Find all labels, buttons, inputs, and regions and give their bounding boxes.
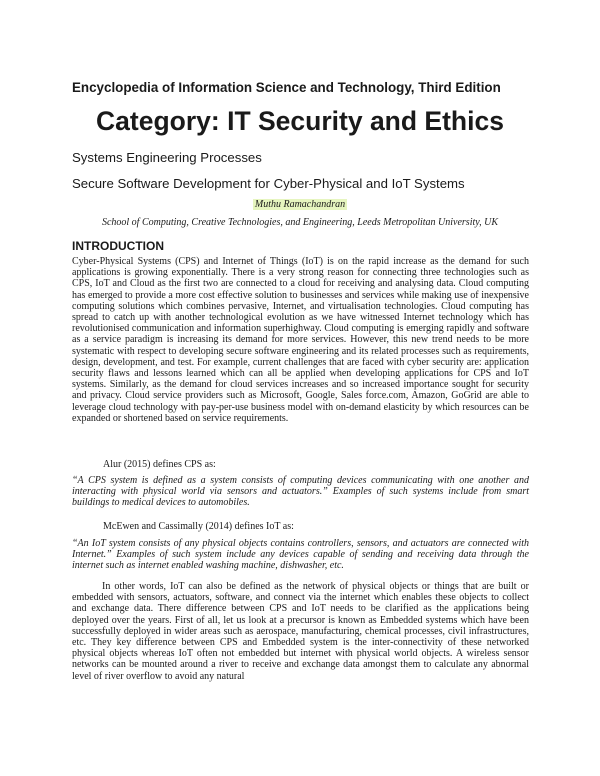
author-line bbox=[0, 199, 600, 210]
paper-title: Secure Software Development for Cyber-Physical and IoT Systems bbox=[72, 176, 465, 191]
author-name: Muthu Ramachandran bbox=[254, 199, 346, 210]
paragraph-iot-discussion: In other words, IoT can also be defined as the network of physical objects or things that are built or embedded with sensors, actuators, software, and connect via the internet which enables these objects to collect and exchange data. There difference between CPS and IoT needs to be clarified as the applications being deployed over the years. First of all, let us look at a precursor is known as Embedded systems which have been successfully deployed in wider areas such as aerospace, manufacturing, chemical processes, civil infrastructures, etc. They key difference between CPS and Embedded system is the inter-connectivity of these networked physical objects whereas IoT often not embedded but internet with physical world objects. A wireless sensor networks can be mounted around a river to receive and exchange data amongst them to calculate any abnormal level of river overflow to avoid any natural bbox=[72, 581, 529, 682]
quote-intro-iot: McEwen and Cassimally (2014) defines IoT as: bbox=[103, 521, 294, 532]
section-heading: INTRODUCTION bbox=[72, 239, 164, 253]
author-affiliation: School of Computing, Creative Technologies, and Engineering, Leeds Metropolitan University, UK bbox=[101, 217, 499, 228]
quote-intro-cps: Alur (2015) defines CPS as: bbox=[103, 459, 216, 470]
subcategory: Systems Engineering Processes bbox=[72, 150, 262, 165]
quote-iot-definition: “An IoT system consists of any physical objects contains controllers, sensors, and actuators are connected with Internet.” Examples of such system include any devices capable of sending and receiving data through the internet such as internet enabled washing machine, dishwasher, etc. bbox=[72, 538, 529, 572]
category-title: Category: IT Security and Ethics bbox=[96, 106, 504, 136]
quote-cps-definition: “A CPS system is defined as a system consists of computing devices communicating with one another and interacting with physical world via sensors and actuators.” Examples of such systems include from smart buildings to medical devices to automobiles. bbox=[72, 475, 529, 509]
book-title: Encyclopedia of Information Science and Technology, Third Edition bbox=[72, 80, 501, 95]
paragraph-intro: Cyber-Physical Systems (CPS) and Internet of Things (IoT) is on the rapid increase as the demand for such applications is growing exponentially. There is a very strong reason for connecting three technologies such as CPS, IoT and Cloud as the first two are connected to a cloud for receiving and analysing data. Cloud computing has emerged to provide a more cost effective solution to businesses and services while making use of inexpensive computing solutions which combines pervasive, Internet, and virtualisation technologies. Cloud computing has spread to catch up with another technological evolution as we have witnessed Internet technology which has revolutionised communication and information superhighway. Cloud computing is emerging rapidly and software as a service paradigm is increasing its demand for more services. However, this new trend needs to be more systematic with respect to developing secure software engineering and its related processes such as requirements, design, development, and test. For example, current challenges that are faced with cyber security are: application security flaws and lessons learned which can all be applied when developing applications for CPS and IoT systems. Similarly, as the demand for cloud services increases and so increased importance sought for security and privacy. Cloud service providers such as Microsoft, Google, Sales force.com, Amazon, GoGrid are able to leverage cloud technology with pay-per-use business model with on-demand elasticity by which resources can be expanded or shortened based on service requirements. bbox=[72, 256, 529, 424]
